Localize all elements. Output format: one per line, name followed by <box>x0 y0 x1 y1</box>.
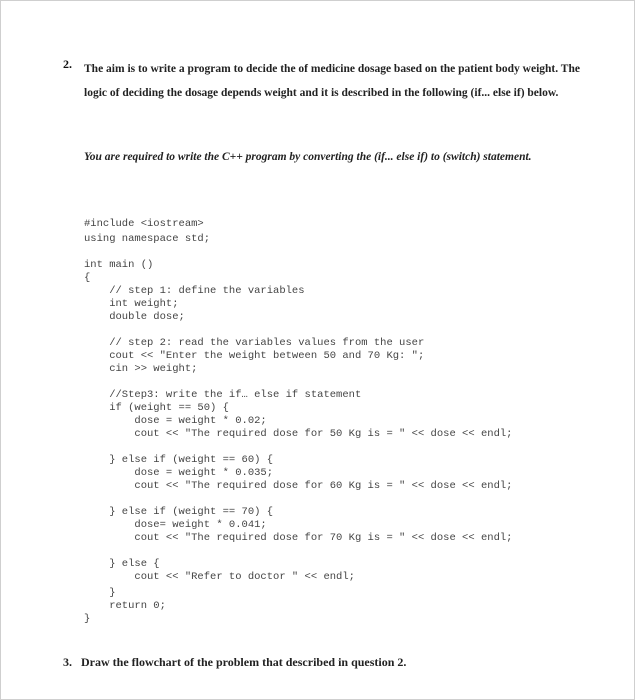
question-2 <box>63 57 583 105</box>
question-2-text: The aim is to write a program to decide the of medicine dosage based on the patient body weight. The logic of deciding the dosage depends weight and it is described in the following (if... else if) below. <box>84 63 580 99</box>
code-line: cout << "Enter the weight between 50 and 70 Kg: "; <box>84 350 425 362</box>
code-line: int main () <box>84 259 154 271</box>
code-line: } else { <box>84 558 160 570</box>
code-line: int weight; <box>84 298 179 310</box>
code-line: double dose; <box>84 311 185 323</box>
code-line: cout << "The required dose for 70 Kg is = " << dose << endl; <box>84 532 513 544</box>
code-line: } <box>84 587 116 599</box>
question-3-text: Draw the flowchart of the problem that described in question 2. <box>81 655 407 669</box>
code-line: cin >> weight; <box>84 363 198 375</box>
question-3 <box>63 655 406 670</box>
code-line: dose = weight * 0.02; <box>84 415 267 427</box>
code-line: dose = weight * 0.035; <box>84 467 274 479</box>
code-line: cout << "Refer to doctor " << endl; <box>84 571 355 583</box>
code-line: cout << "The required dose for 50 Kg is = " << dose << endl; <box>84 428 513 440</box>
code-line: } else if (weight == 70) { <box>84 506 274 518</box>
question-3-number: 3. <box>63 655 72 669</box>
code-line: // step 1: define the variables <box>84 285 305 297</box>
code-line: cout << "The required dose for 60 Kg is = " << dose << endl; <box>84 480 513 492</box>
code-line: } <box>84 613 91 625</box>
code-line: // step 2: read the variables values from the user <box>84 337 425 349</box>
code-line: { <box>84 272 91 284</box>
code-line: using namespace std; <box>84 233 211 245</box>
code-line: if (weight == 50) { <box>84 402 229 414</box>
code-line: return 0; <box>84 600 166 612</box>
question-2-instruction: You are required to write the C++ program by converting the (if... else if) to (switch) statement. <box>84 151 532 163</box>
code-line: //Step3: write the if… else if statement <box>84 389 362 401</box>
code-line: #include <iostream> <box>84 218 204 230</box>
code-line: } else if (weight == 60) { <box>84 454 274 466</box>
code-line: dose= weight * 0.041; <box>84 519 267 531</box>
question-2-number: 2. <box>63 57 72 71</box>
